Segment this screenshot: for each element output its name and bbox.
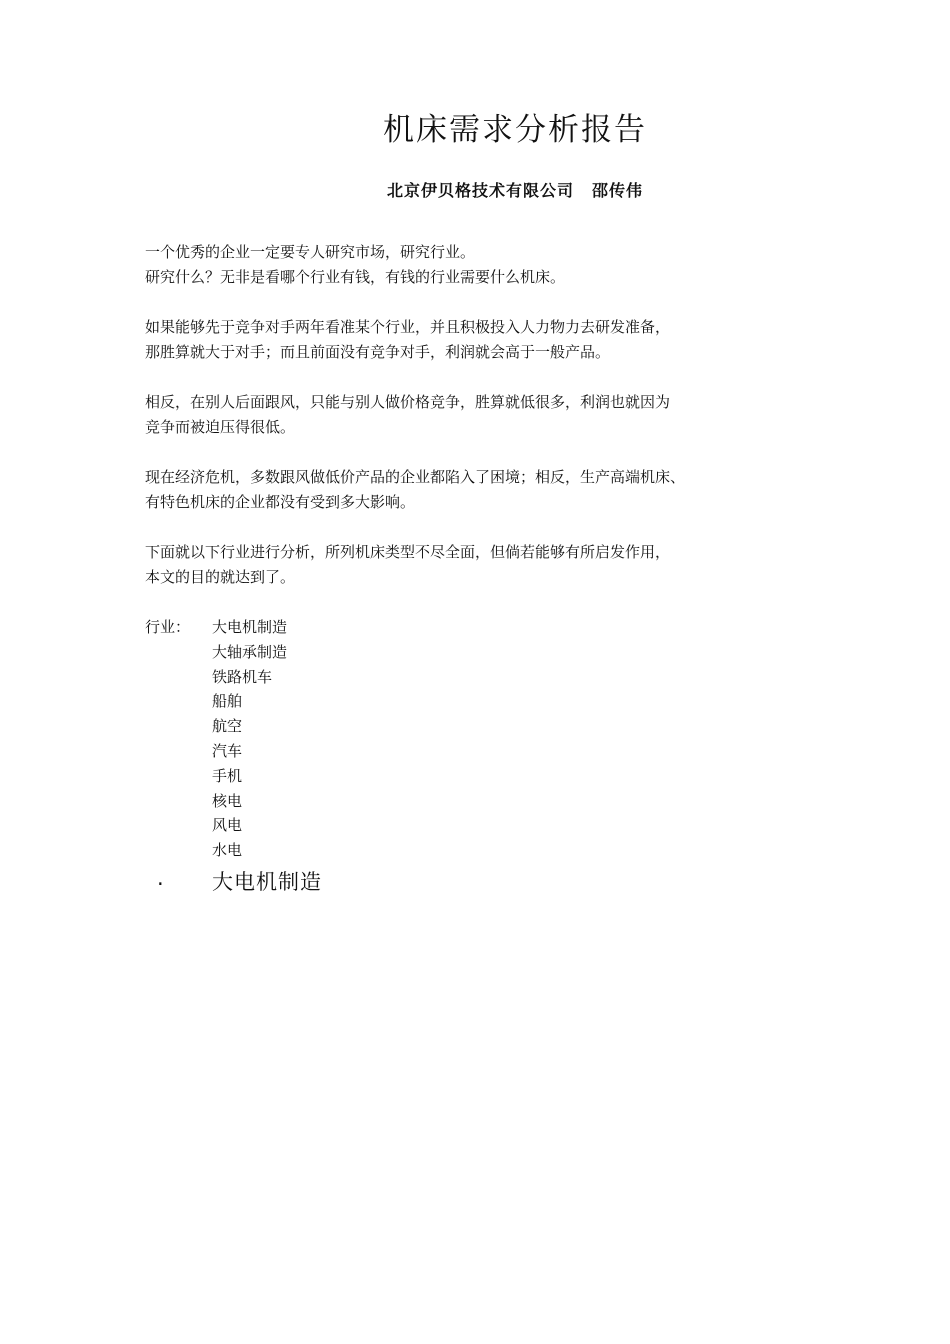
- paragraph-line: 竞争而被迫压得很低。: [145, 418, 296, 436]
- company-name: 北京伊贝格技术有限公司: [386, 181, 574, 200]
- industry-item: 航空: [212, 717, 243, 736]
- industry-item: 船舶: [212, 692, 243, 711]
- paragraph-2: [145, 315, 785, 365]
- paragraph-line: 本文的目的就达到了。: [145, 568, 296, 586]
- industry-item: 汽车: [212, 741, 243, 760]
- paragraph-1: [145, 240, 785, 290]
- industry-item: 大轴承制造: [212, 642, 288, 661]
- industry-item: 手机: [212, 766, 243, 785]
- document-title: 机床需求分析报告: [383, 112, 647, 148]
- industry-list-block: [145, 615, 785, 863]
- paragraph-line: 研究什么？无非是看哪个行业有钱，有钱的行业需要什么机床。: [145, 268, 566, 286]
- paragraph-3: [145, 390, 785, 440]
- body-text: [145, 240, 785, 863]
- section-title: 大电机制造: [212, 870, 322, 894]
- author-name: 邵传伟: [592, 181, 644, 200]
- section-number: .: [157, 866, 165, 890]
- industry-list: [212, 615, 287, 863]
- industry-item: 铁路机车: [212, 667, 273, 686]
- paragraph-line: 现在经济危机，多数跟风做低价产品的企业都陷入了困境；相反，生产高端机床、: [145, 468, 686, 486]
- industry-item: 大电机制造: [212, 618, 288, 636]
- paragraph-5: [145, 540, 785, 590]
- section-heading: [157, 866, 322, 896]
- paragraph-line: 那胜算就大于对手；而且前面没有竞争对手，利润就会高于一般产品。: [145, 343, 611, 361]
- paragraph-line: 如果能够先于竞争对手两年看准某个行业，并且积极投入人力物力去研发准备，: [145, 318, 671, 336]
- industry-label: 行业：: [145, 618, 191, 636]
- paragraph-line: 下面就以下行业进行分析，所列机床类型不尽全面，但倘若能够有所启发作用，: [145, 543, 671, 561]
- industry-item: 水电: [212, 841, 243, 860]
- paragraph-line: 相反，在别人后面跟风，只能与别人做价格竞争，胜算就低很多，利润也就因为: [145, 393, 671, 411]
- paragraph-line: 一个优秀的企业一定要专人研究市场，研究行业。: [145, 243, 476, 261]
- byline: [0, 178, 950, 201]
- paragraph-line: 有特色机床的企业都没有受到多大影响。: [145, 493, 416, 511]
- industry-item: 核电: [212, 791, 243, 810]
- industry-item: 风电: [212, 816, 243, 835]
- paragraph-4: [145, 465, 785, 515]
